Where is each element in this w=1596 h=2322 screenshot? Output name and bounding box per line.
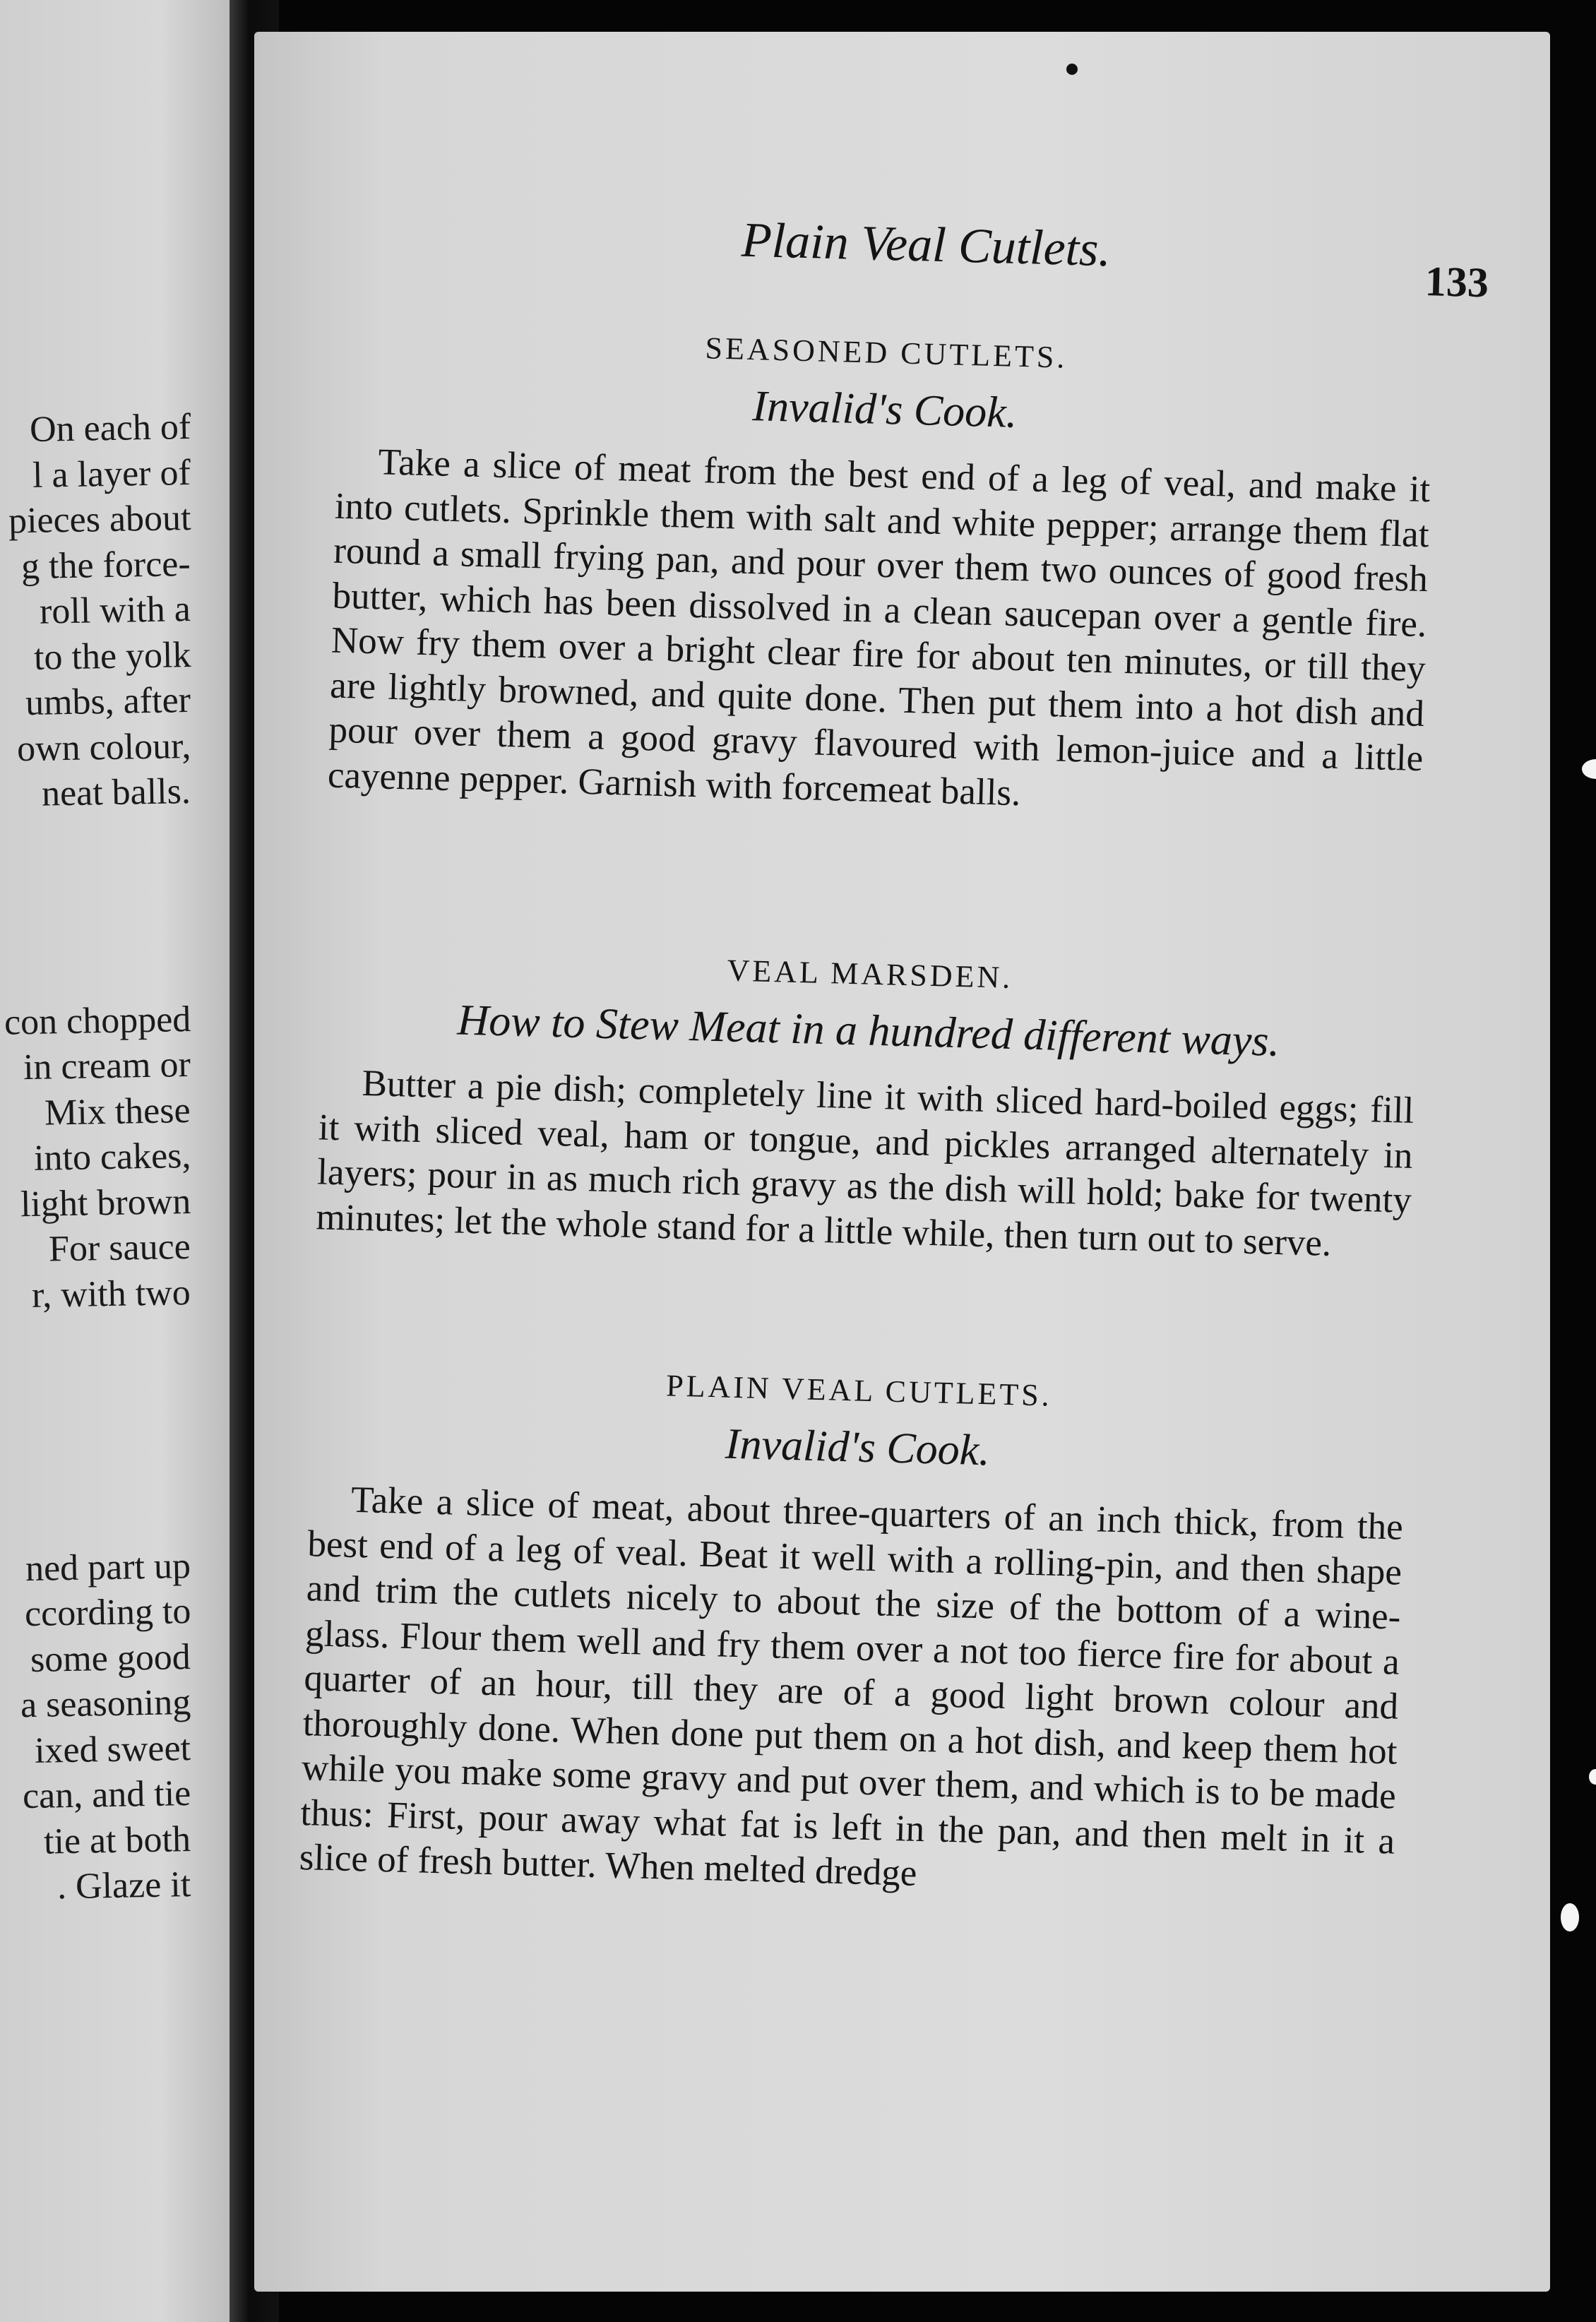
section-source: How to Stew Meat in a hundred different ways. — [456, 996, 1280, 1066]
left-page-line: to the yolk — [33, 634, 191, 678]
section-seasoned-cutlets — [327, 321, 1434, 826]
section-body — [316, 1060, 1415, 1268]
left-page-line: own colour, — [16, 725, 191, 769]
scan-speck — [1589, 1769, 1596, 1785]
right-page — [254, 32, 1550, 2292]
left-page-line: neat balls. — [41, 771, 191, 814]
left-page-line: For sauce — [48, 1227, 191, 1270]
scan-speck — [1582, 759, 1596, 779]
left-page-line: l a layer of — [32, 452, 191, 496]
left-page-line: light brown — [20, 1181, 191, 1225]
left-page-line: ixed sweet — [34, 1727, 191, 1771]
left-page-line: can, and tie — [22, 1773, 191, 1817]
page-number: 133 — [1424, 257, 1489, 306]
section-source: Invalid's Cook. — [751, 382, 1018, 437]
left-page-line: a seasoning — [20, 1682, 191, 1726]
paragraph: Take a slice of meat from the best end of a leg of veal, and make it into cutlets. Sprinkle them with salt and white pepper; arrange them flat round a small frying pan, and pour over them two ounces of good fresh butter, which has been dissolved in a clean saucepan over a gentle fire. Now fry them over a bright clear fire for about ten minutes, or till they are lightly browned, and quite done. Then put them into a hot dish and pour over them a good gravy flavoured with lemon-juice and a little cayenne pepper. Garnish with forcemeat balls. — [327, 441, 1431, 814]
section-veal-marsden — [316, 941, 1418, 1268]
left-page-line: On each of — [29, 407, 191, 450]
left-page-line: into cakes, — [33, 1136, 191, 1179]
page-content — [225, 16, 1579, 2309]
paragraph: Take a slice of meat, about three-quarters of an inch thick, from the best end of a leg of veal. Beat it well with a rolling-pin, and then shape and trim the cutlets nicely to about the size of the bottom of a wine-glass. Flour them well and fry them over a not too fierce fire for about a quarter of an hour, till they are of a good light brown colour and thoroughly done. When done put them on a hot dish, and keep them hot while you make some gravy and put over them, and which is to be made thus: First, pour away what fat is left in the pan, and then melt in it a slice of fresh butter. When melted dredge — [299, 1479, 1404, 1894]
section-title: VEAL MARSDEN. — [726, 953, 1013, 996]
left-page-line: g the force- — [20, 543, 191, 587]
running-head: Plain Veal Cutlets. — [741, 213, 1112, 278]
section-plain-veal-cutlets — [299, 1358, 1407, 1909]
section-body — [299, 1477, 1403, 1909]
left-page-line: ned part up — [25, 1545, 191, 1589]
section-source: Invalid's Cook. — [725, 1419, 991, 1475]
section-body — [327, 439, 1431, 826]
left-page-line: umbs, after — [25, 680, 191, 724]
scan-speck — [1066, 64, 1078, 75]
left-page-line: in cream or — [23, 1044, 191, 1088]
left-page-line: some good — [30, 1636, 191, 1680]
left-page-line: Mix these — [44, 1090, 191, 1133]
left-facing-page — [0, 0, 230, 2322]
section-title: SEASONED CUTLETS. — [704, 331, 1068, 375]
section-title: PLAIN VEAL CUTLETS. — [665, 1368, 1053, 1413]
left-page-line: r, with two — [31, 1272, 191, 1316]
paragraph: Butter a pie dish; completely line it with sliced hard-boiled eggs; fill it with sliced veal, ham or tongue, and pickles arranged alternately in layers; pour in as much rich gravy as the dish will hold; bake for twenty minutes; let the whole stand for a little while, then turn out to serve. — [315, 1062, 1415, 1264]
left-page-line: . Glaze it — [56, 1864, 191, 1907]
scan-speck — [1561, 1903, 1579, 1931]
left-page-line: roll with a — [39, 589, 191, 632]
left-page-line: tie at both — [43, 1818, 191, 1862]
left-page-line: ccording to — [24, 1591, 191, 1635]
left-page-line: con chopped — [4, 999, 191, 1043]
left-page-line: pieces about — [8, 498, 191, 542]
